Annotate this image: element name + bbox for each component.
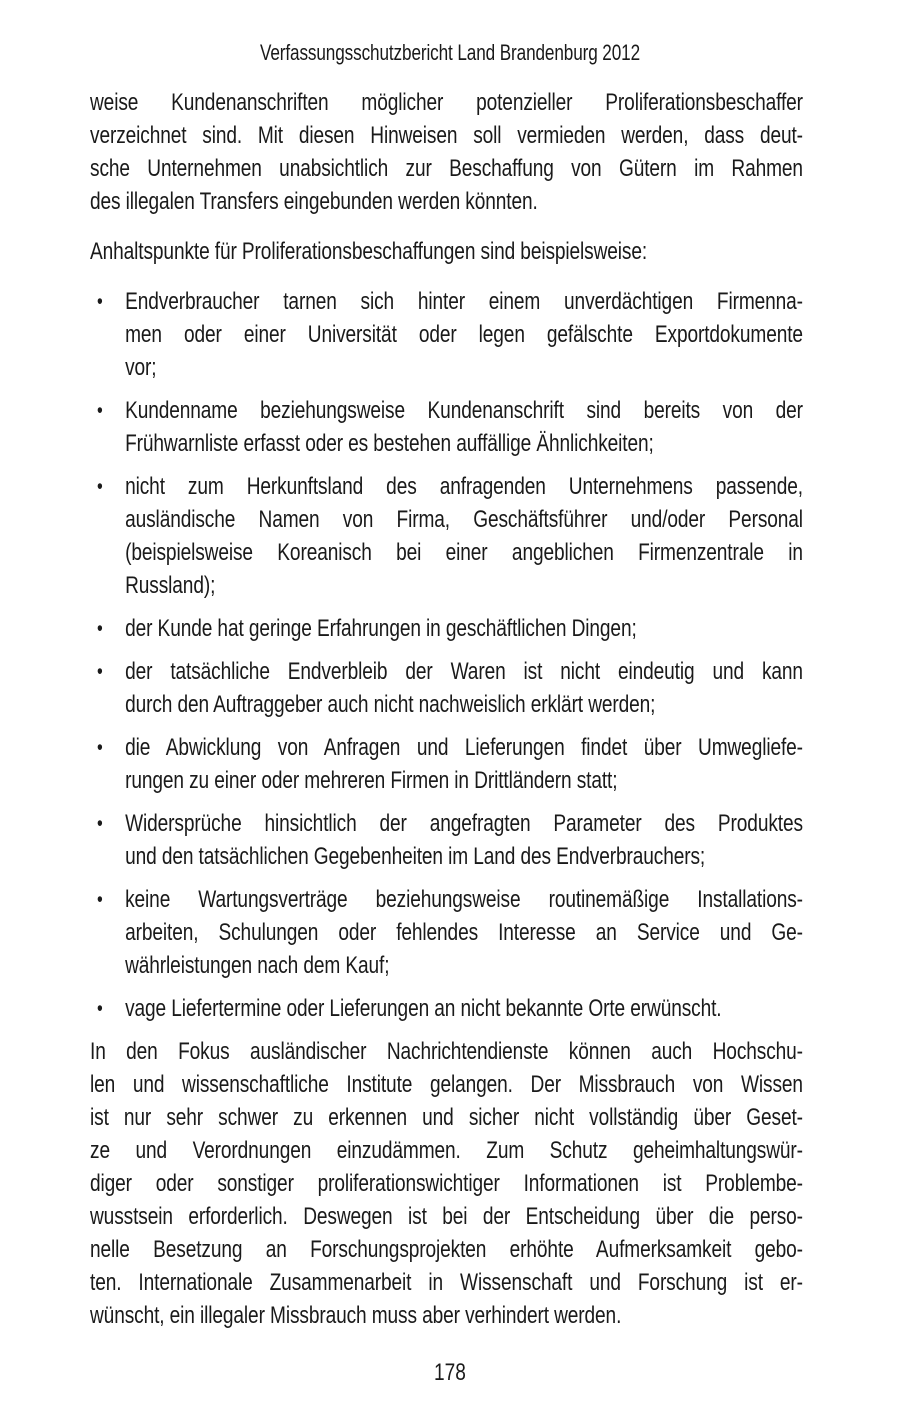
paragraph [90,86,803,218]
page-body [90,86,803,1349]
text-line: len und wissenschaftliche Institute gelangen. Der Missbrauch von Wissen [90,1071,803,1098]
bullet-marker: • [97,617,103,640]
text-line: ist nur sehr schwer zu erkennen und sicher nicht vollständig über Geset- [90,1104,803,1131]
text-line: vor; [125,354,157,381]
text-lines [125,470,803,602]
paragraph [90,1035,803,1332]
bullet-item [90,655,803,721]
text-line: vage Liefertermine oder Lieferungen an nicht bekannte Orte erwünscht. [125,995,722,1022]
bullet-marker: • [97,290,103,313]
bullet-marker: • [97,660,103,683]
bullet-item [90,883,803,982]
paragraph [90,235,803,268]
text-lines [90,86,803,218]
text-line: nicht zum Herkunftsland des anfragenden Unternehmens passende, [125,473,803,500]
text-lines [125,655,803,721]
text-line: verzeichnet sind. Mit diesen Hinweisen soll vermieden werden, dass deut- [90,122,803,149]
bullet-item [90,612,803,645]
text-line: Anhaltspunkte für Proliferationsbeschaffungen sind beispielsweise: [90,238,648,265]
text-line: Russland); [125,572,216,599]
bullet-item [90,470,803,602]
text-line: Frühwarnliste erfasst oder es bestehen auffällige Ähnlichkeiten; [125,430,654,457]
bullet-item [90,807,803,873]
text-line: weise Kundenanschriften möglicher potenzieller Proliferationsbeschaffer [90,89,803,116]
text-line: und den tatsächlichen Gegebenheiten im Land des Endverbrauchers; [125,843,706,870]
text-line: keine Wartungsverträge beziehungsweise routinemäßige Installations- [125,886,803,913]
text-lines [125,612,803,645]
page-header-title: Verfassungsschutzbericht Land Brandenburg 2012 [259,40,641,65]
text-line: Widersprüche hinsichtlich der angefragten Parameter des Produktes [125,810,803,837]
bullet-item [90,992,803,1025]
text-line: ten. Internationale Zusammenarbeit in Wissenschaft und Forschung ist er- [90,1269,803,1296]
bullet-marker: • [97,997,103,1020]
text-line: der tatsächliche Endverbleib der Waren ist nicht eindeutig und kann [125,658,803,685]
text-lines [90,1035,803,1332]
text-line: währleistungen nach dem Kauf; [125,952,390,979]
bullet-marker: • [97,736,103,759]
text-line: ze und Verordnungen einzudämmen. Zum Schutz geheimhaltungswür- [90,1137,803,1164]
text-lines [125,992,803,1025]
text-line: wünscht, ein illegaler Missbrauch muss aber verhindert werden. [90,1302,622,1329]
text-line: diger oder sonstiger proliferationswichtiger Informationen ist Problembe- [90,1170,803,1197]
text-lines [125,807,803,873]
text-line: Endverbraucher tarnen sich hinter einem unverdächtigen Firmenna- [125,288,803,315]
bullet-item [90,285,803,384]
text-line: (beispielsweise Koreanisch bei einer angeblichen Firmenzentrale in [125,539,803,566]
text-line: die Abwicklung von Anfragen und Lieferungen findet über Umwegliefe- [125,734,803,761]
text-line: des illegalen Transfers eingebunden werden könnten. [90,188,538,215]
text-line: durch den Auftraggeber auch nicht nachweislich erklärt werden; [125,691,656,718]
bullet-marker: • [97,475,103,498]
text-line: In den Fokus ausländischer Nachrichtendienste können auch Hochschu- [90,1038,803,1065]
text-line: der Kunde hat geringe Erfahrungen in geschäftlichen Dingen; [125,615,637,642]
bullet-item [90,394,803,460]
bullet-marker: • [97,888,103,911]
text-lines [90,235,803,268]
text-line: nelle Besetzung an Forschungsprojekten erhöhte Aufmerksamkeit gebo- [90,1236,803,1263]
text-line: rungen zu einer oder mehreren Firmen in Drittländern statt; [125,767,618,794]
text-lines [125,394,803,460]
text-line: Kundenname beziehungsweise Kundenanschrift sind bereits von der [125,397,803,424]
text-line: wusstsein erforderlich. Deswegen ist bei der Entscheidung über die perso- [90,1203,803,1230]
bullet-marker: • [97,812,103,835]
text-lines [125,731,803,797]
text-lines [125,883,803,982]
page-number: 178 [434,1359,466,1386]
text-line: sche Unternehmen unabsichtlich zur Beschaffung von Gütern im Rahmen [90,155,803,182]
text-line: men oder einer Universität oder legen gefälschte Exportdokumente [125,321,803,348]
bullet-item [90,731,803,797]
text-line: arbeiten, Schulungen oder fehlendes Interesse an Service und Ge- [125,919,803,946]
text-lines [125,285,803,384]
bullet-marker: • [97,399,103,422]
text-line: ausländische Namen von Firma, Geschäftsführer und/oder Personal [125,506,803,533]
